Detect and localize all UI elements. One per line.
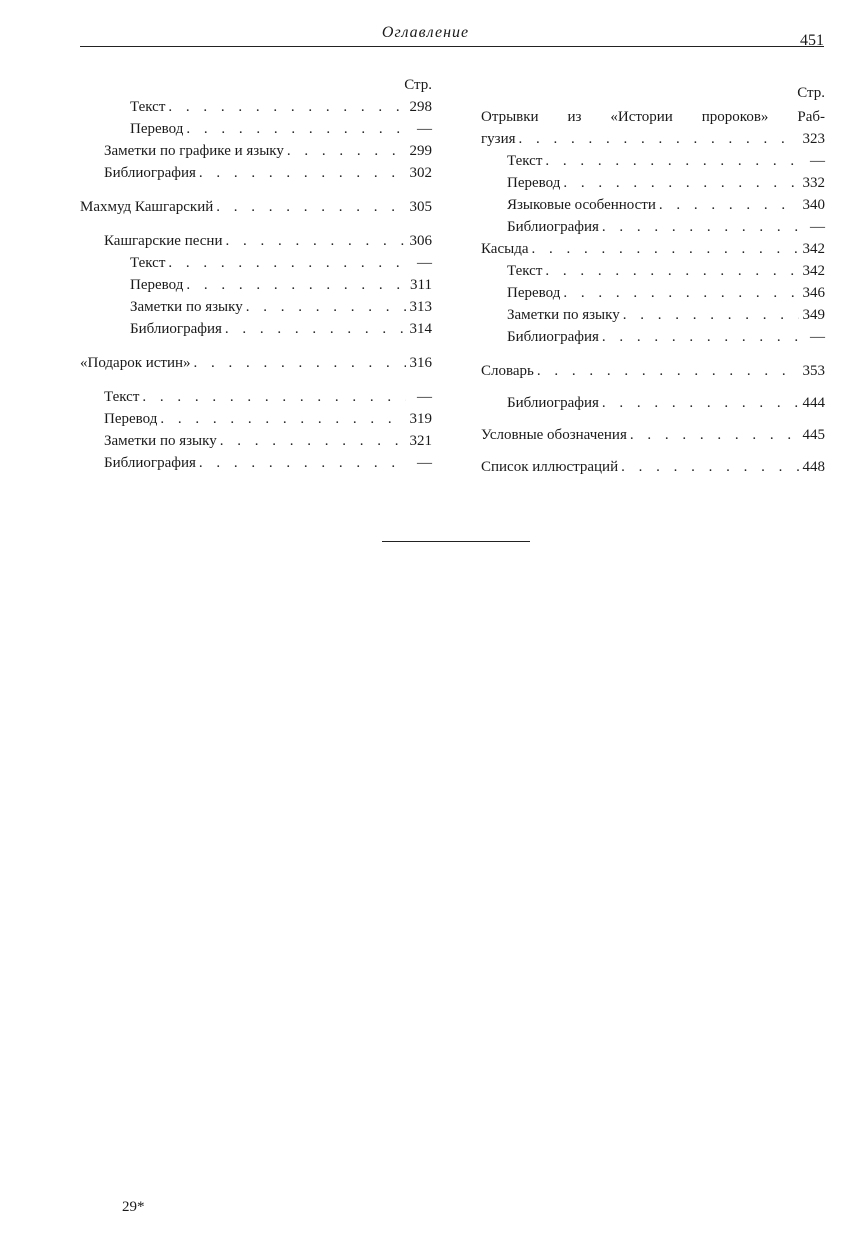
closing-rule [382, 541, 530, 542]
toc-entry-page: — [417, 389, 432, 405]
toc-entry [80, 162, 432, 184]
toc-entry-page: 302 [409, 165, 432, 181]
dot-leader [519, 128, 799, 150]
toc-entry-label: Перевод [507, 175, 561, 191]
toc-entry [80, 118, 432, 140]
toc-entry-label: Условные обозначения [481, 427, 627, 443]
toc-entry [481, 282, 825, 304]
dot-leader [621, 456, 798, 478]
dot-leader [168, 252, 406, 274]
toc-entry [80, 96, 432, 118]
dot-leader [160, 408, 405, 430]
toc-entry-section [80, 352, 432, 374]
toc-entry-page: 353 [802, 363, 825, 379]
toc-entry-page: 316 [409, 355, 432, 371]
toc-entry-page: — [810, 219, 825, 235]
dot-leader [168, 96, 405, 118]
toc-entry-page: — [810, 329, 825, 345]
toc-entry-label: Заметки по языку [104, 433, 217, 449]
toc-entry [481, 194, 825, 216]
toc-entry-section [481, 360, 825, 382]
toc-entry-page: 445 [802, 427, 825, 443]
toc-entry [80, 452, 432, 474]
dot-leader [186, 118, 406, 140]
toc-entry-page: 313 [409, 299, 432, 315]
toc-entry-label: Заметки по языку [130, 299, 243, 315]
column-heading-pages: Стр. [797, 85, 825, 101]
toc-left-column [80, 74, 432, 474]
toc-right-column [481, 74, 825, 478]
toc-entry-section [80, 196, 432, 218]
toc-entry-label: Библиография [104, 165, 196, 181]
toc-entry-label: Текст [104, 389, 140, 405]
toc-entry-page: — [810, 153, 825, 169]
dot-leader [225, 230, 405, 252]
toc-entry-page: 321 [409, 433, 432, 449]
toc-entry-section [481, 424, 825, 446]
toc-entry-label: Перевод [130, 121, 184, 137]
toc-entry-label: Библиография [507, 219, 599, 235]
dot-leader [194, 352, 406, 374]
toc-entry-page: — [417, 455, 432, 471]
toc-entry-page: 298 [409, 99, 432, 115]
dot-leader [659, 194, 799, 216]
dot-leader [186, 274, 406, 296]
toc-entry-label: Словарь [481, 363, 534, 379]
toc-entry-page: 346 [802, 285, 825, 301]
toc-entry-label: Текст [130, 255, 166, 271]
toc-entry [481, 392, 825, 414]
dot-leader [563, 282, 798, 304]
toc-entry-section [481, 456, 825, 478]
toc-entry [481, 304, 825, 326]
dot-leader [602, 392, 799, 414]
dot-leader [199, 452, 406, 474]
toc-entry-page: 349 [802, 307, 825, 323]
toc-entry [80, 140, 432, 162]
dot-leader [537, 360, 799, 382]
toc-entry-label: Библиография [130, 321, 222, 337]
toc-entry-label: Кашгарские песни [104, 233, 223, 249]
toc-entry-section [481, 106, 825, 150]
running-title: Оглавление [381, 24, 470, 41]
dot-leader [142, 386, 406, 408]
toc-entry [481, 216, 825, 238]
dot-leader [602, 326, 799, 348]
toc-entry-label: Перевод [130, 277, 184, 293]
toc-entry [481, 172, 825, 194]
signature-mark: 29* [122, 1199, 145, 1215]
dot-leader [220, 430, 406, 452]
toc-entry [80, 296, 432, 318]
toc-entry-label: Список иллюстраций [481, 459, 619, 475]
toc-entry-page: 306 [409, 233, 432, 249]
toc-entry-page: 319 [409, 411, 432, 427]
toc-entry-label-line1: Отрывки из «Истории пророков» Раб- [481, 109, 825, 125]
toc-entry-label: Касыда [481, 241, 529, 257]
column-heading-pages: Стр. [404, 77, 432, 93]
toc-entry [80, 230, 432, 252]
toc-entry-label: «Подарок истин» [80, 355, 191, 371]
dot-leader [545, 150, 799, 172]
toc-entry-page: 444 [802, 395, 825, 411]
dot-leader [602, 216, 799, 238]
toc-entry-label: Текст [130, 99, 166, 115]
toc-entry-label: Библиография [507, 329, 599, 345]
toc-entry [80, 430, 432, 452]
toc-entry-page: 314 [409, 321, 432, 337]
dot-leader [199, 162, 406, 184]
toc-entry-page: 342 [802, 241, 825, 257]
toc-entry-label: Заметки по языку [507, 307, 620, 323]
dot-leader [630, 424, 799, 446]
toc-entry [481, 326, 825, 348]
toc-entry-section [481, 238, 825, 260]
toc-entry [80, 318, 432, 340]
toc-entry [481, 260, 825, 282]
toc-entry-page: 299 [409, 143, 432, 159]
dot-leader [545, 260, 798, 282]
page-number: 451 [800, 32, 824, 49]
dot-leader [532, 238, 799, 260]
toc-entry-label: Языковые особенности [507, 197, 656, 213]
toc-entry-page: 448 [802, 459, 825, 475]
toc-entry-page: 340 [802, 197, 825, 213]
toc-entry-page: 323 [802, 131, 825, 147]
toc-entry [80, 408, 432, 430]
toc-entry-label: Библиография [104, 455, 196, 471]
toc-entry-label: гузия [481, 131, 516, 147]
dot-leader [623, 304, 799, 326]
dot-leader [216, 196, 405, 218]
toc-entry-label: Текст [507, 263, 543, 279]
dot-leader [287, 140, 406, 162]
toc-entry-page: 332 [802, 175, 825, 191]
toc-entry-page: — [417, 121, 432, 137]
toc-entry-label: Махмуд Кашгарский [80, 199, 214, 215]
dot-leader [563, 172, 798, 194]
toc-entry-page: 342 [802, 263, 825, 279]
toc-entry [80, 252, 432, 274]
toc-entry-label: Перевод [507, 285, 561, 301]
dot-leader [246, 296, 406, 318]
toc-entry [481, 150, 825, 172]
toc-entry-page: 305 [409, 199, 432, 215]
toc-entry-label: Текст [507, 153, 543, 169]
toc-entry-page: 311 [410, 277, 432, 293]
toc-entry [80, 386, 432, 408]
toc-entry [80, 274, 432, 296]
toc-entry-label: Библиография [507, 395, 599, 411]
header-rule [80, 46, 824, 47]
toc-entry-label: Перевод [104, 411, 158, 427]
toc-entry-page: — [417, 255, 432, 271]
dot-leader [225, 318, 406, 340]
toc-entry-label: Заметки по графике и языку [104, 143, 284, 159]
